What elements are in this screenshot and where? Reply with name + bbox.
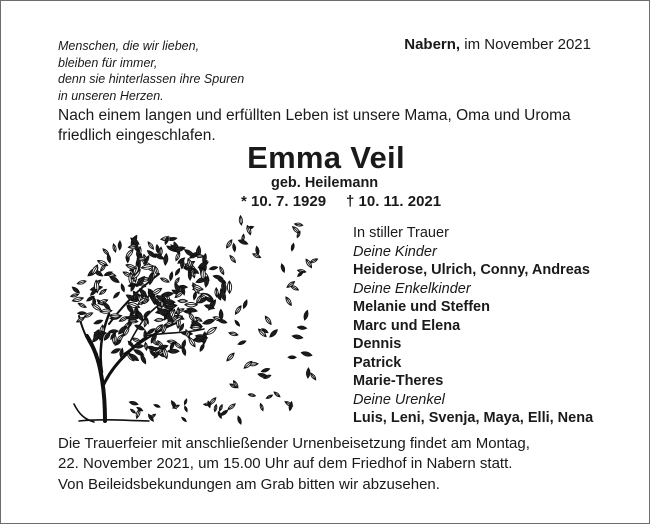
leaf-icon [309, 372, 317, 381]
leaf-icon [242, 299, 248, 309]
leaf-icon [227, 403, 236, 411]
leaf-icon [209, 266, 218, 271]
leaf-icon [237, 416, 243, 425]
leaf-icon [227, 281, 232, 293]
mourners-intro: In stiller Trauer [353, 225, 449, 241]
leaf-icon [225, 239, 233, 249]
leaf-icon [213, 274, 224, 280]
leaf-icon [106, 254, 111, 263]
leaf-icon [183, 248, 195, 258]
leaf-icon [184, 406, 188, 412]
leaf-icon [185, 303, 198, 307]
leaf-icon [193, 291, 198, 300]
grandchild-name: Melanie und Steffen [353, 299, 490, 315]
ceremony-line: Die Trauerfeier mit anschließender Urnenbeisetzung findet am Montag, [58, 435, 530, 452]
leaf-icon [288, 356, 296, 359]
leaf-icon [229, 255, 237, 264]
leaf-icon [269, 328, 279, 338]
intro-line: Nach einem langen und erfüllten Leben ist unsere Mama, Oma und Uroma [58, 107, 571, 124]
leaf-icon [280, 263, 286, 272]
leaf-icon [237, 340, 246, 346]
leaf-icon [160, 277, 170, 284]
grandchild-name: Dennis [353, 336, 402, 352]
place-date [404, 36, 591, 53]
leaf-icon [93, 319, 103, 325]
verse [58, 38, 244, 104]
death-date: † 10. 11. 2021 [346, 193, 442, 210]
leaf-icon [215, 288, 219, 297]
leaf-icon [297, 326, 307, 330]
leaf-icon [120, 283, 125, 292]
maiden-name: geb. Heilemann [271, 175, 379, 191]
leaf-icon [217, 318, 227, 324]
leaf-icon [248, 393, 256, 397]
leaf-icon [77, 280, 87, 286]
leaf-icon [234, 305, 243, 315]
leaf-icon [294, 222, 303, 226]
leaf-icon [78, 312, 87, 315]
leaf-icon [181, 346, 187, 356]
leaf-icon [169, 272, 174, 281]
leaf-icon [218, 404, 223, 412]
leaf-icon [259, 403, 264, 411]
leaf-icon [173, 341, 182, 349]
leaf-icon [239, 215, 243, 225]
tree-with-falling-leaves-icon [69, 204, 319, 429]
leaf-icon [309, 258, 318, 264]
verse-line: bleiben für immer, [58, 55, 158, 70]
leaf-icon [213, 404, 217, 412]
children-names: Heiderose, Ulrich, Conny, Andreas [353, 262, 590, 278]
leaf-icon [284, 296, 292, 306]
leaf-icon [129, 401, 138, 406]
leaf-icon [306, 368, 310, 378]
leaf-icon [177, 308, 180, 316]
leaf-icon [109, 329, 119, 333]
leaf-icon [234, 320, 241, 327]
leaf-icon [159, 247, 162, 256]
leaf-icon [135, 409, 141, 419]
birth-date: * 10. 7. 1929 [241, 193, 327, 210]
leaf-icon [232, 243, 236, 252]
ceremony-info [58, 434, 530, 473]
children-heading: Deine Kinder [353, 243, 437, 260]
leaf-icon [184, 399, 188, 405]
leaf-icon [154, 404, 161, 408]
leaf-icon [291, 243, 295, 251]
leaf-icon [112, 291, 120, 299]
leaf-icon [292, 334, 303, 340]
leaf-icon [273, 391, 281, 398]
leaf-icon [301, 351, 313, 358]
leaf-icon [144, 342, 148, 350]
condolence-note: Von Beileidsbekundungen am Grab bitten wir abzusehen. [58, 476, 440, 493]
leaf-icon [258, 372, 269, 378]
place: Nabern, [404, 36, 461, 53]
leaf-icon [154, 318, 164, 322]
leaf-icon [228, 331, 238, 336]
leaf-icon [112, 244, 117, 253]
leaf-icon [261, 367, 270, 373]
leaf-icon [266, 394, 273, 399]
leaf-icon [178, 299, 188, 303]
leaf-icon [202, 318, 215, 326]
leaf-icon [181, 417, 187, 423]
leaf-icon [226, 352, 236, 362]
leaf-icon [147, 241, 155, 250]
grandchild-name: Marc und Elena [353, 317, 461, 334]
leaf-icon [174, 268, 181, 276]
great-grandchildren-heading: Deine Urenkel [353, 391, 445, 408]
verse-line: in unseren Herzen. [58, 88, 164, 103]
great-grandchildren-names: Luis, Leni, Svenja, Maya, Elli, Nena [353, 410, 594, 426]
grandchild-name: Patrick [353, 354, 402, 371]
leaf-icon [77, 302, 86, 309]
leaf-icon [71, 286, 80, 294]
intro-line: friedlich eingeschlafen. [58, 126, 216, 144]
leaf-icon [218, 266, 225, 275]
leaf-icon [130, 408, 136, 414]
leaf-icon [195, 254, 204, 258]
leaf-icon [168, 349, 179, 353]
deceased-name: Emma Veil [247, 140, 405, 175]
leaf-icon [118, 241, 121, 250]
verse-line: Menschen, die wir lieben, [58, 39, 200, 53]
leaf-icon [305, 258, 314, 268]
mourners [353, 224, 593, 428]
leaf-icon [199, 343, 205, 352]
leaf-icon [131, 337, 141, 344]
leaf-icon [205, 325, 218, 336]
leaf-icon [303, 310, 309, 321]
grandchildren-heading: Deine Enkelkinder [353, 280, 471, 297]
grandchild-name: Marie-Theres [353, 373, 444, 389]
leaf-icon [264, 315, 273, 325]
verse-line: denn sie hinterlassen ihre Spuren [58, 72, 245, 86]
leaf-icon [126, 315, 139, 320]
date: im November 2021 [460, 36, 591, 53]
ceremony-line: 22. November 2021, um 15.00 Uhr auf dem Friedhof in Nabern statt. [58, 454, 513, 472]
leaf-icon [163, 253, 168, 265]
